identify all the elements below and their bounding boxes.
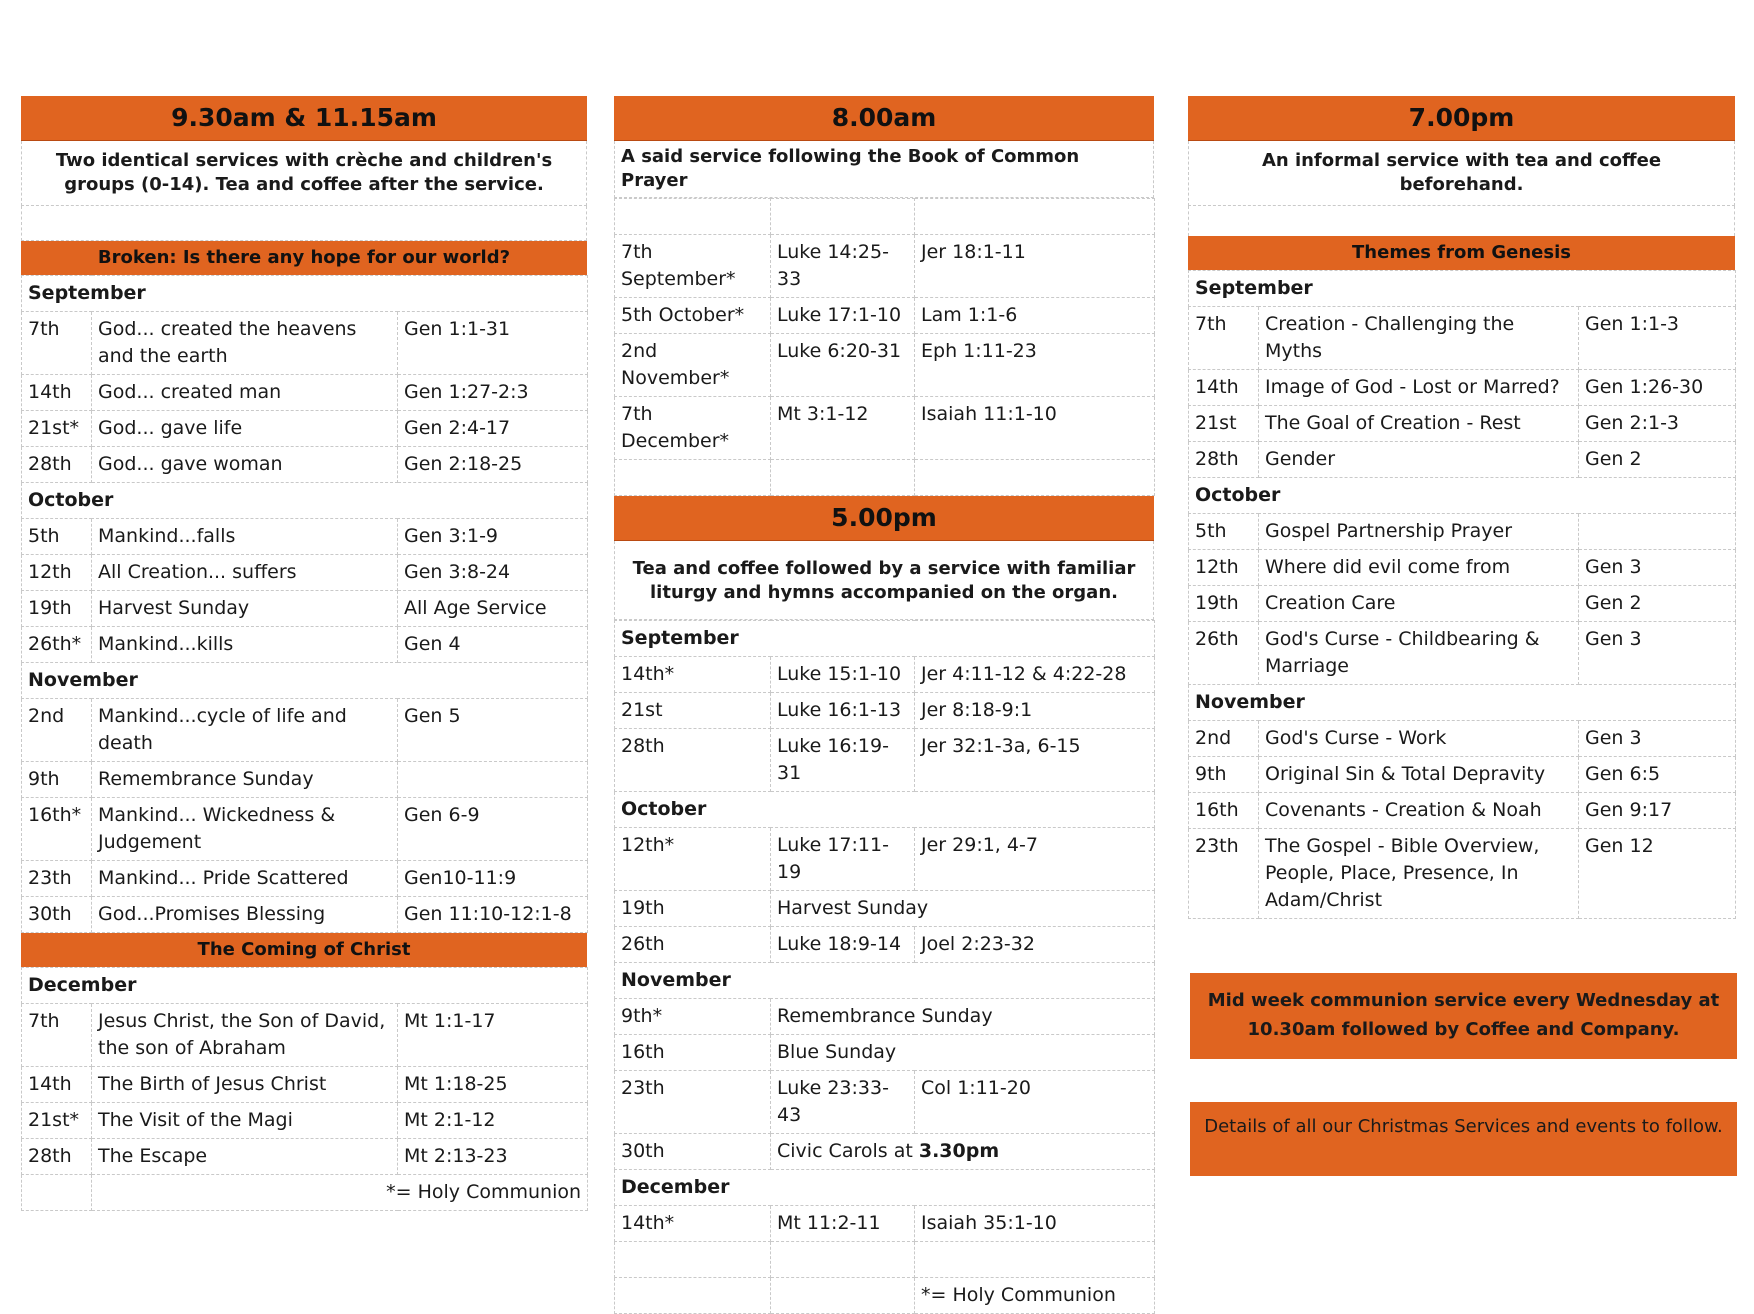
gospel-cell: Luke 17:1-10 (771, 298, 915, 334)
reading-cell: Isaiah 11:1-10 (915, 397, 1155, 460)
date-cell: 9th (22, 762, 92, 798)
schedule-row (22, 375, 588, 411)
reference-cell: Gen 3 (1579, 550, 1736, 586)
date-cell: 14th* (615, 1206, 771, 1242)
reference-cell: Mt 1:1-17 (398, 1004, 588, 1067)
reading-cell: Eph 1:11-23 (915, 334, 1155, 397)
date-cell: 19th (1189, 586, 1259, 622)
month-heading: September (615, 621, 1155, 657)
title-cell: God...Promises Blessing (92, 897, 398, 933)
reference-cell: All Age Service (398, 591, 588, 627)
event-cell: Blue Sunday (771, 1035, 1155, 1071)
reference-cell: Gen 2 (1579, 442, 1736, 478)
title-cell: God... gave woman (92, 447, 398, 483)
reference-cell: Gen 6:5 (1579, 757, 1736, 793)
reference-cell: Gen 12 (1579, 829, 1736, 919)
empty-row (615, 1242, 1155, 1278)
reference-cell: Gen 6-9 (398, 798, 588, 861)
title-cell: God... created man (92, 375, 398, 411)
7pm-schedule-table (1188, 270, 1736, 919)
title-cell: Mankind...kills (92, 627, 398, 663)
date-cell: 14th (22, 375, 92, 411)
schedule-row (1189, 829, 1736, 919)
month-row (1189, 271, 1736, 307)
date-cell: 23th (22, 861, 92, 897)
title-cell: The Birth of Jesus Christ (92, 1067, 398, 1103)
reference-cell: Jer 29:1, 4-7 (915, 828, 1155, 891)
date-cell: 16th (1189, 793, 1259, 829)
month-heading: September (1189, 271, 1736, 307)
date-cell: 14th (1189, 370, 1259, 406)
title-cell: Harvest Sunday (92, 591, 398, 627)
advent-schedule-table (21, 967, 588, 1211)
section-header-5pm: 5.00pm (614, 496, 1154, 541)
date-cell: 23th (615, 1071, 771, 1134)
reference-cell: Mt 1:18-25 (398, 1067, 588, 1103)
title-cell: Jesus Christ, the Son of David, the son of Abraham (92, 1004, 398, 1067)
date-cell: 2nd (1189, 721, 1259, 757)
schedule-row (615, 334, 1155, 397)
title-cell: Mankind...cycle of life and death (92, 699, 398, 762)
event-cell: Harvest Sunday (771, 891, 1155, 927)
event-cell (771, 1134, 1155, 1170)
reference-cell: Gen 1:1-3 (1579, 307, 1736, 370)
title-cell: Luke 18:9-14 (771, 927, 915, 963)
reference-cell: Gen 9:17 (1579, 793, 1736, 829)
section-header-8am: 8.00am (614, 96, 1154, 141)
reference-cell: Gen 3:1-9 (398, 519, 588, 555)
month-row (1189, 685, 1736, 721)
month-heading: October (22, 483, 588, 519)
reference-cell: Gen 4 (398, 627, 588, 663)
christmas-notice: Details of all our Christmas Services and events to follow. (1190, 1102, 1737, 1176)
title-cell: God's Curse - Work (1259, 721, 1579, 757)
date-cell: 21st* (22, 411, 92, 447)
footnote-row (615, 1278, 1155, 1314)
schedule-row (22, 861, 588, 897)
section-header-7pm: 7.00pm (1188, 96, 1735, 141)
month-heading: October (1189, 478, 1736, 514)
title-cell: Luke 23:33-43 (771, 1071, 915, 1134)
schedule-row (22, 699, 588, 762)
month-row (22, 663, 588, 699)
date-cell: 19th (22, 591, 92, 627)
date-cell: 5th October* (615, 298, 771, 334)
date-cell: 7th (22, 1004, 92, 1067)
reference-cell: Gen 2:4-17 (398, 411, 588, 447)
title-cell: Mankind... Pride Scattered (92, 861, 398, 897)
month-heading: November (22, 663, 588, 699)
title-cell: The Visit of the Magi (92, 1103, 398, 1139)
schedule-row (615, 1206, 1155, 1242)
date-cell: 21st (1189, 406, 1259, 442)
date-cell: 7th (22, 312, 92, 375)
title-cell: Luke 17:11-19 (771, 828, 915, 891)
reading-cell: Lam 1:1-6 (915, 298, 1155, 334)
schedule-row (1189, 370, 1736, 406)
schedule-row (1189, 307, 1736, 370)
title-cell: Mankind... Wickedness & Judgement (92, 798, 398, 861)
date-cell: 23th (1189, 829, 1259, 919)
7pm-description: An informal service with tea and coffee beforehand. (1188, 141, 1735, 206)
date-cell: 5th (22, 519, 92, 555)
date-cell: 12th* (615, 828, 771, 891)
schedule-row (22, 1067, 588, 1103)
schedule-row (615, 891, 1155, 927)
reference-cell: Jer 32:1-3a, 6-15 (915, 729, 1155, 792)
reference-cell: Gen 3 (1579, 622, 1736, 685)
title-cell: Original Sin & Total Depravity (1259, 757, 1579, 793)
8am-schedule-table (614, 198, 1155, 496)
spacer (21, 206, 587, 241)
month-heading: December (615, 1170, 1155, 1206)
reference-cell: Gen 3:8-24 (398, 555, 588, 591)
schedule-row (615, 828, 1155, 891)
schedule-row (615, 298, 1155, 334)
5pm-schedule-table (614, 620, 1155, 1314)
title-cell: All Creation... suffers (92, 555, 398, 591)
gospel-cell: Luke 6:20-31 (771, 334, 915, 397)
date-cell: 2nd November* (615, 334, 771, 397)
title-cell: The Gospel - Bible Overview, People, Place, Presence, In Adam/Christ (1259, 829, 1579, 919)
date-cell: 28th (22, 1139, 92, 1175)
schedule-row (1189, 586, 1736, 622)
reference-cell: Jer 4:11-12 & 4:22-28 (915, 657, 1155, 693)
series-title-broken: Broken: Is there any hope for our world? (21, 241, 587, 275)
schedule-row (1189, 550, 1736, 586)
schedule-row (615, 657, 1155, 693)
series-title-genesis: Themes from Genesis (1188, 236, 1735, 270)
title-cell: Creation - Challenging the Myths (1259, 307, 1579, 370)
date-cell: 2nd (22, 699, 92, 762)
month-row (22, 483, 588, 519)
title-cell: Image of God - Lost or Marred? (1259, 370, 1579, 406)
title-cell: Luke 15:1-10 (771, 657, 915, 693)
date-cell: 26th* (22, 627, 92, 663)
date-cell: 7th September* (615, 235, 771, 298)
date-cell: 12th (22, 555, 92, 591)
schedule-row (1189, 406, 1736, 442)
gospel-cell: Luke 14:25-33 (771, 235, 915, 298)
month-row (615, 963, 1155, 999)
reference-cell: Gen 5 (398, 699, 588, 762)
schedule-row (22, 1103, 588, 1139)
date-cell: 19th (615, 891, 771, 927)
morning-description: Two identical services with crèche and children's groups (0-14). Tea and coffee after the service. (21, 141, 587, 206)
schedule-row (615, 927, 1155, 963)
schedule-row (22, 1004, 588, 1067)
schedule-row (22, 762, 588, 798)
reference-cell: Gen10-11:9 (398, 861, 588, 897)
empty-row (615, 199, 1155, 235)
reference-cell: Gen 2 (1579, 586, 1736, 622)
schedule-row (22, 411, 588, 447)
date-cell: 28th (615, 729, 771, 792)
title-cell: Creation Care (1259, 586, 1579, 622)
event-cell: Remembrance Sunday (771, 999, 1155, 1035)
date-cell: 26th (1189, 622, 1259, 685)
title-cell: The Goal of Creation - Rest (1259, 406, 1579, 442)
reference-cell: Isaiah 35:1-10 (915, 1206, 1155, 1242)
date-cell: 12th (1189, 550, 1259, 586)
title-cell: God... gave life (92, 411, 398, 447)
schedule-row (615, 999, 1155, 1035)
month-row (22, 968, 588, 1004)
title-cell: Mankind...falls (92, 519, 398, 555)
gospel-cell: Mt 3:1-12 (771, 397, 915, 460)
date-cell: 14th* (615, 657, 771, 693)
date-cell: 5th (1189, 514, 1259, 550)
schedule-row (615, 729, 1155, 792)
column-early-and-evening (614, 96, 1154, 1314)
reference-cell (1579, 514, 1736, 550)
title-cell: Remembrance Sunday (92, 762, 398, 798)
5pm-description: Tea and coffee followed by a service with familiar liturgy and hymns accompanied on the organ. (614, 541, 1154, 620)
title-cell: Luke 16:1-13 (771, 693, 915, 729)
title-cell: Gospel Partnership Prayer (1259, 514, 1579, 550)
schedule-row (22, 798, 588, 861)
month-heading: September (22, 276, 588, 312)
schedule-row (1189, 757, 1736, 793)
date-cell: 7th (1189, 307, 1259, 370)
midweek-communion-notice: Mid week communion service every Wednesday at 10.30am followed by Coffee and Company. (1190, 973, 1737, 1059)
schedule-row (615, 693, 1155, 729)
date-cell: 9th* (615, 999, 771, 1035)
reference-cell: Joel 2:23-32 (915, 927, 1155, 963)
reference-cell: Gen 2:1-3 (1579, 406, 1736, 442)
reference-cell: Mt 2:13-23 (398, 1139, 588, 1175)
reference-cell: Col 1:11-20 (915, 1071, 1155, 1134)
schedule-row (615, 235, 1155, 298)
column-evening (1188, 96, 1735, 919)
month-heading: October (615, 792, 1155, 828)
month-heading: November (615, 963, 1155, 999)
8am-description: A said service following the Book of Common Prayer (614, 141, 1154, 198)
schedule-row (1189, 442, 1736, 478)
schedule-row (22, 447, 588, 483)
month-row (615, 1170, 1155, 1206)
reference-cell: Gen 1:26-30 (1579, 370, 1736, 406)
event-time: 3.30pm (918, 1140, 1000, 1162)
month-row (22, 276, 588, 312)
title-cell: Mt 11:2-11 (771, 1206, 915, 1242)
footnote: *= Holy Communion (915, 1278, 1155, 1314)
title-cell: Gender (1259, 442, 1579, 478)
spacer (1188, 206, 1735, 236)
reference-cell: Jer 8:18-9:1 (915, 693, 1155, 729)
schedule-row (22, 897, 588, 933)
title-cell: God's Curse - Childbearing & Marriage (1259, 622, 1579, 685)
reference-cell: Gen 1:1-31 (398, 312, 588, 375)
schedule-row (615, 1035, 1155, 1071)
footnote: *= Holy Communion (92, 1175, 588, 1211)
schedule-row (22, 591, 588, 627)
date-cell: 7th December* (615, 397, 771, 460)
date-cell: 21st* (22, 1103, 92, 1139)
series-title-coming-of-christ: The Coming of Christ (21, 933, 587, 967)
schedule-row (22, 312, 588, 375)
footnote-row (22, 1175, 588, 1211)
date-cell: 21st (615, 693, 771, 729)
schedule-row (615, 1071, 1155, 1134)
month-row (1189, 478, 1736, 514)
title-cell: Where did evil come from (1259, 550, 1579, 586)
schedule-row (22, 555, 588, 591)
date-cell: 16th (615, 1035, 771, 1071)
schedule-row (1189, 793, 1736, 829)
event-text: Civic Carols at (777, 1140, 919, 1162)
date-cell: 28th (1189, 442, 1259, 478)
schedule-row (1189, 721, 1736, 757)
schedule-row (1189, 622, 1736, 685)
empty-row (615, 460, 1155, 496)
reference-cell: Gen 2:18-25 (398, 447, 588, 483)
reading-cell: Jer 18:1-11 (915, 235, 1155, 298)
title-cell: God... created the heavens and the earth (92, 312, 398, 375)
schedule-row (615, 1134, 1155, 1170)
reference-cell (398, 762, 588, 798)
schedule-row (1189, 514, 1736, 550)
morning-schedule-table (21, 275, 588, 933)
reference-cell: Mt 2:1-12 (398, 1103, 588, 1139)
month-heading: December (22, 968, 588, 1004)
schedule-row (22, 1139, 588, 1175)
month-row (615, 792, 1155, 828)
title-cell: The Escape (92, 1139, 398, 1175)
column-morning (21, 96, 587, 1211)
date-cell: 14th (22, 1067, 92, 1103)
date-cell: 26th (615, 927, 771, 963)
reference-cell: Gen 1:27-2:3 (398, 375, 588, 411)
date-cell: 30th (22, 897, 92, 933)
date-cell: 16th* (22, 798, 92, 861)
title-cell: Luke 16:19-31 (771, 729, 915, 792)
section-header-morning: 9.30am & 11.15am (21, 96, 587, 141)
reference-cell: Gen 11:10-12:1-8 (398, 897, 588, 933)
schedule-row (615, 397, 1155, 460)
month-row (615, 621, 1155, 657)
title-cell: Covenants - Creation & Noah (1259, 793, 1579, 829)
date-cell: 30th (615, 1134, 771, 1170)
reference-cell: Gen 3 (1579, 721, 1736, 757)
month-heading: November (1189, 685, 1736, 721)
schedule-row (22, 627, 588, 663)
date-cell: 9th (1189, 757, 1259, 793)
date-cell: 28th (22, 447, 92, 483)
schedule-row (22, 519, 588, 555)
